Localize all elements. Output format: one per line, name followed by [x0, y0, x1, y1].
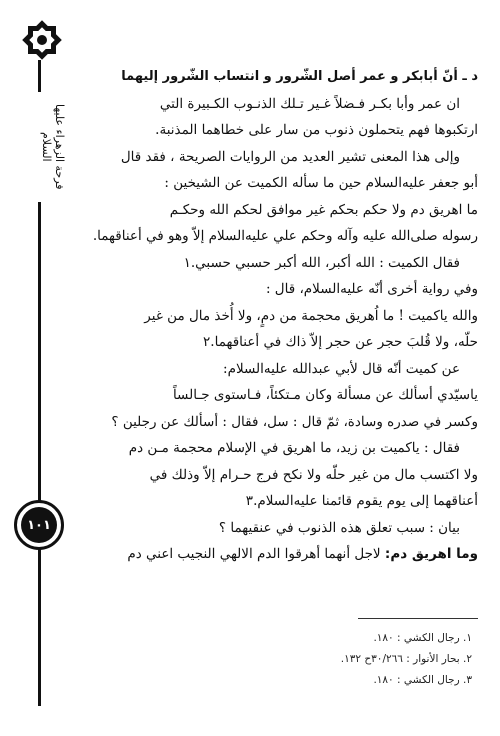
section-heading: د ـ أنّ أبابكر و عمر أصل الشّرور و انتساب الشّرور إليهما — [121, 69, 478, 84]
text-rest: لاجل أنهما أهرقوا الدم الالهي النجيب اعني دم — [127, 546, 385, 562]
text-line: وكسر في صدره وسادة، ثمّ قال : سل، فقال : أسألك عن رجلين ؟ — [111, 413, 478, 430]
text-line: ولا اكتسب مال من غير حلّه ولا نكح فرج حـرام إلاّ وذلك في — [149, 466, 478, 483]
text-line: ما اهريق دم ولا حكم بحكم غير موافق لحكم الله وحكـم — [169, 201, 478, 218]
text-line: حلّه، ولا قُلبَ حجر عن حجر إلاّ ذاك في أعناقهما.٢ — [203, 334, 478, 350]
text-line: ياسيّدي أسألك عن مسألة وكان مـتكئاً، فـاستوى جـالساً — [172, 387, 478, 403]
footnotes — [92, 628, 472, 691]
running-book-title: فرحة الزهراء عليها السلام — [18, 92, 66, 202]
footnote: ٢. بحار الأنوار : ٣٠/٢٦٦ح ١٣٢. — [340, 653, 472, 665]
page-number-badge — [14, 500, 64, 550]
footnote-separator — [358, 618, 478, 619]
footnote: ١. رجال الكشي : ١٨٠. — [373, 632, 472, 644]
footnote: ٣. رجال الكشي : ١٨٠. — [373, 674, 472, 686]
bold-lead: وما اهريق دم: — [384, 546, 478, 562]
text-line: والله ياكميت ! ما اُهريق محجمة من دمٍ، ولا أُخذ مال من غير — [144, 307, 478, 324]
text-line: عن كميت أنّه قال لأبي عبدالله عليه‌السلام: — [223, 360, 460, 377]
text-line: فقال الكميت : الله أكبر، الله أكبر حسبي حسبي.١ — [183, 254, 460, 271]
text-line: بيان : سبب تعلق هذه الذنوب في عنقيهما ؟ — [218, 519, 460, 536]
octagram-ornament-icon — [20, 18, 64, 62]
text-line: ارتكبوها فهم يتحملون ذنوب من سار على خطاهما المذنبة. — [155, 122, 478, 138]
text-line: رسوله صلى‌الله عليه وآله وحكم علي عليه‌السلام إلاّ وهو في أعناقهما. — [92, 228, 478, 244]
text-line: أبو جعفر عليه‌السلام حين ما سأله الكميت عن الشيخين : — [164, 175, 478, 191]
text-line: فقال : ياكميت بن زيد، ما اهريق في الإسلام محجمة مـن دم — [128, 440, 460, 456]
main-text — [82, 64, 478, 568]
text-line: وإلى هذا المعنى تشير العديد من الروايات الصريحة ، فقد قال — [120, 148, 460, 165]
page-number: ١٠١ — [21, 507, 57, 543]
text-line: وفي رواية أخرى أنّه عليه‌السلام، قال : — [265, 281, 478, 297]
text-line: ان عمر وأبا بكـر فـضلاً غـير تـلك الذنـوب الكـبيرة التي — [159, 95, 460, 112]
text-line-last — [82, 541, 478, 568]
text-line: أعناقهما إلى يوم يقوم قائمنا عليه‌السلام.٣ — [245, 493, 478, 509]
